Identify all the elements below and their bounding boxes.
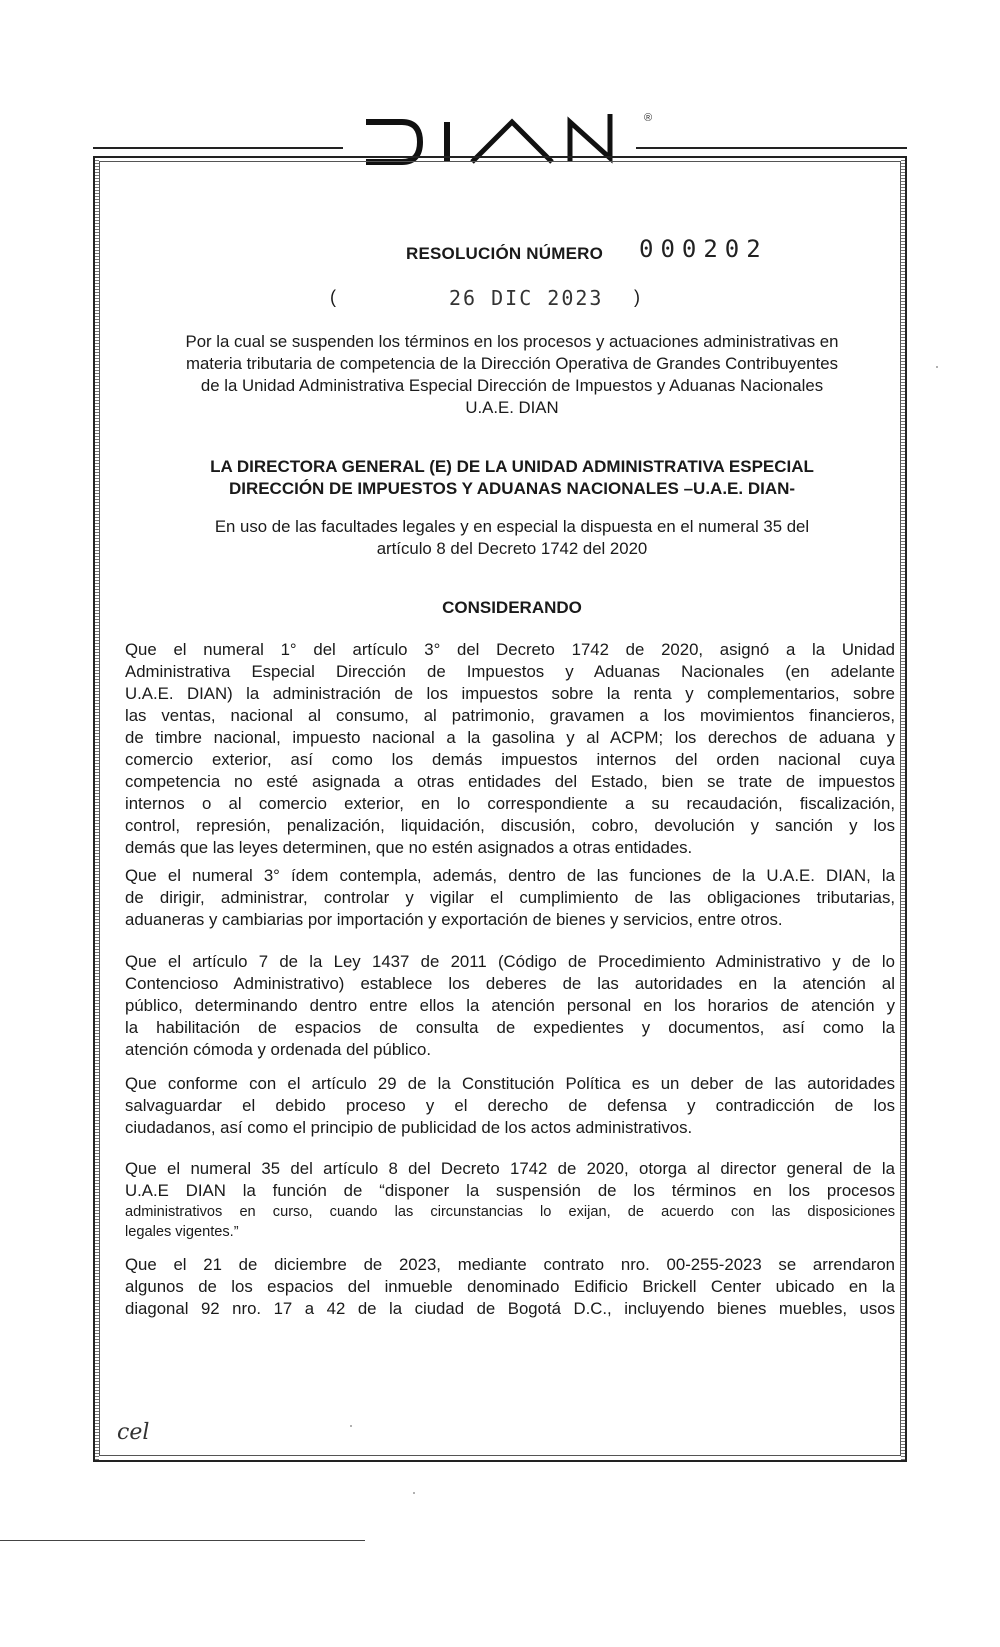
- paragraph-line: las ventas, nacional al consumo, al patrimonio, gravamen a los movimientos financieros,: [125, 706, 895, 725]
- faculties-line: En uso de las facultades legales y en especial la dispuesta en el numeral 35 del: [214, 517, 810, 536]
- paragraph-line: de dirigir, administrar, controlar y vigilar el cumplimiento de las obligaciones tributarias,: [125, 888, 895, 907]
- paragraph-line: Administrativa Especial Dirección de Impuestos y Aduanas Nacionales (en adelante: [125, 662, 895, 681]
- paragraph-line: Que el numeral 3° ídem contempla, además, dentro de las funciones de la U.A.E. DIAN, la: [125, 866, 895, 885]
- considerando-paragraph-5: [125, 1158, 895, 1242]
- date-open-paren: (: [330, 287, 336, 307]
- resolution-subject: [130, 331, 894, 419]
- page-frame-hatch-left: [95, 160, 99, 1460]
- paragraph-line: público, determinando dentro entre ellos la atención personal en los horarios de atención y: [125, 996, 895, 1015]
- faculties-line: artículo 8 del Decreto 1742 del 2020: [376, 539, 648, 558]
- subject-line: de la Unidad Administrativa Especial Dirección de Impuestos y Aduanas Nacionales: [200, 376, 824, 395]
- subject-line: materia tributaria de competencia de la Dirección Operativa de Grandes Contribuyentes: [185, 354, 838, 373]
- paragraph-line: internos o al comercio exterior, en lo correspondiente a su recaudación, fiscalización,: [125, 794, 895, 813]
- paragraph-line: demás que las leyes determinen, que no estén asignados a otras entidades.: [125, 838, 693, 857]
- subject-line: U.A.E. DIAN: [465, 398, 559, 417]
- considerando-paragraph-6: [125, 1254, 895, 1320]
- registered-mark: ®: [644, 112, 653, 124]
- header-rule-left: [93, 147, 343, 149]
- legal-faculties: [130, 516, 894, 560]
- paragraph-line: administrativos en curso, cuando las circunstancias lo exijan, de acuerdo con las disposiciones: [125, 1204, 895, 1220]
- scan-speck: [413, 1492, 415, 1494]
- paragraph-line: comercio exterior, así como los demás impuestos internos del orden nacional cuya: [125, 750, 895, 769]
- scan-speck: [936, 366, 938, 368]
- paragraph-line: U.A.E DIAN la función de “disponer la suspensión de los términos en los procesos: [125, 1181, 895, 1200]
- resolution-label: RESOLUCIÓN NÚMERO: [406, 244, 604, 263]
- considerando-paragraph-3: [125, 951, 895, 1061]
- page-bottom-rule: [0, 1540, 365, 1541]
- scan-speck: [350, 1425, 352, 1427]
- paragraph-line: atención cómoda y ordenada del público.: [125, 1040, 432, 1059]
- paragraph-line: ciudadanos, así como el principio de publicidad de los actos administrativos.: [125, 1118, 693, 1137]
- initials-mark: cel: [117, 1420, 150, 1445]
- authority-line: LA DIRECTORA GENERAL (E) DE LA UNIDAD ADMINISTRATIVA ESPECIAL: [210, 457, 814, 476]
- paragraph-line: salvaguardar el debido proceso y el derecho de defensa y contradicción de los: [125, 1096, 895, 1115]
- paragraph-line: legales vigentes.”: [125, 1224, 239, 1240]
- considerando-paragraph-4: [125, 1073, 895, 1139]
- header-rule-right: [636, 147, 907, 149]
- considerando-heading: CONSIDERANDO: [442, 598, 582, 617]
- resolution-date: 26 DIC 2023: [449, 286, 604, 310]
- paragraph-line: Que conforme con el artículo 29 de la Constitución Política es un deber de las autoridades: [125, 1074, 895, 1093]
- considerando-paragraph-2: [125, 865, 895, 931]
- paragraph-line: la habilitación de espacios de consulta de expedientes y documentos, así como la: [125, 1018, 895, 1037]
- paragraph-line: aduaneras y cambiarias por importación y exportación de bienes y servicios, entre otros.: [125, 910, 783, 929]
- issuing-authority: [140, 456, 884, 500]
- paragraph-line: Que el numeral 1° del artículo 3° del Decreto 1742 de 2020, asignó a la Unidad: [125, 640, 895, 659]
- paragraph-line: de timbre nacional, impuesto nacional a la gasolina y al ACPM; los derechos de aduana y: [125, 728, 895, 747]
- considerando-paragraph-1: [125, 639, 895, 859]
- subject-line: Por la cual se suspenden los términos en los procesos y actuaciones administrativas en: [185, 332, 839, 351]
- paragraph-line: Que el 21 de diciembre de 2023, mediante contrato nro. 00-255-2023 se arrendaron: [125, 1255, 895, 1274]
- paragraph-line: Que el artículo 7 de la Ley 1437 de 2011 (Código de Procedimiento Administrativo y de lo: [125, 952, 895, 971]
- resolution-number: 000202: [639, 235, 768, 263]
- paragraph-line: competencia no esté asignada a otras entidades del Estado, bien se trate de impuestos: [125, 772, 895, 791]
- date-close-paren: ): [634, 287, 640, 307]
- page-frame-hatch-right: [901, 160, 905, 1460]
- paragraph-line: Contencioso Administrativo) establece los deberes de las autoridades en la atención al: [125, 974, 895, 993]
- paragraph-line: Que el numeral 35 del artículo 8 del Decreto 1742 de 2020, otorga al director general de la: [125, 1159, 895, 1178]
- paragraph-line: control, represión, penalización, liquidación, discusión, cobro, devolución y sanción y los: [125, 816, 895, 835]
- authority-line: DIRECCIÓN DE IMPUESTOS Y ADUANAS NACIONALES –U.A.E. DIAN-: [228, 479, 796, 498]
- paragraph-line: U.A.E. DIAN) la administración de los impuestos sobre la renta y complementarios, sobre: [125, 684, 895, 703]
- paragraph-line: diagonal 92 nro. 17 a 42 de la ciudad de Bogotá D.C., incluyendo bienes muebles, usos: [125, 1299, 895, 1318]
- paragraph-line: algunos de los espacios del inmueble denominado Edificio Brickell Center ubicado en la: [125, 1277, 895, 1296]
